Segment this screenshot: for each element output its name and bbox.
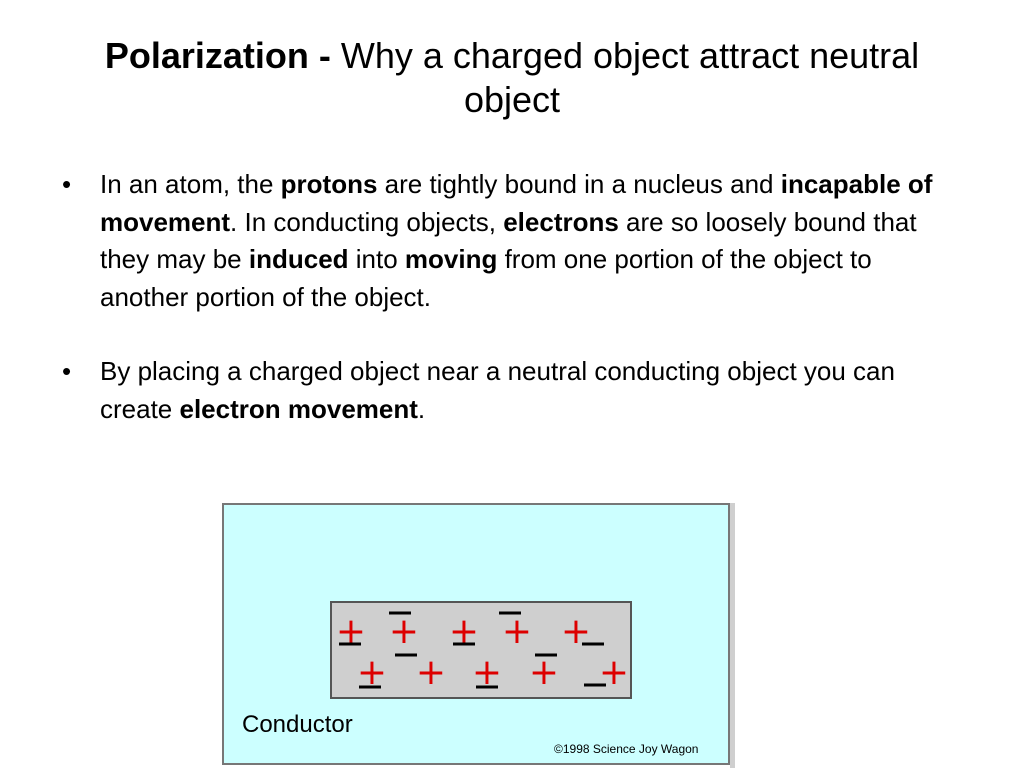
- proton-plus-icon: +: [471, 652, 503, 693]
- proton-plus-icon: +: [335, 611, 367, 652]
- figure-shadow: [730, 503, 735, 768]
- bullet-item: [60, 166, 960, 316]
- bullet-text-bold: electron movement: [179, 393, 418, 424]
- title-regular-part: Why a charged object attract neutral object: [330, 35, 920, 120]
- bullet-text-segment: . In conducting objects,: [230, 206, 504, 237]
- proton-plus-icon: +: [415, 652, 447, 693]
- proton-plus-icon: +: [448, 611, 480, 652]
- bullet-text-bold: electrons: [503, 206, 619, 237]
- bullet-item: [60, 353, 960, 428]
- bullet-text-segment: In an atom, the: [100, 169, 281, 199]
- proton-plus-icon: +: [388, 611, 420, 652]
- bullet-text-bold: protons: [280, 169, 378, 199]
- conductor-label: Conductor: [242, 711, 353, 738]
- proton-plus-icon: +: [528, 652, 560, 693]
- bullet-text-segment: from one portion of the object to another portion of the object.: [100, 244, 872, 312]
- bullet-dot: •: [62, 169, 72, 199]
- slide-title: [60, 34, 964, 122]
- conductor-figure: [222, 503, 730, 765]
- proton-plus-icon: +: [560, 611, 592, 652]
- title-bold-part: Polarization -: [104, 35, 331, 76]
- bullet-text-segment: By placing a charged object near a neutral conducting object you can create: [100, 356, 895, 424]
- bullet-text-bold: incapable of movement: [100, 169, 933, 237]
- proton-plus-icon: +: [501, 611, 533, 652]
- bullet-text-segment: into: [348, 244, 405, 274]
- bullet-text-bold: moving: [404, 244, 498, 274]
- bullet-list: [60, 166, 960, 465]
- bullet-text-segment: are so loosely bound that they may be: [100, 206, 917, 274]
- bullet-text-segment: .: [417, 393, 426, 424]
- bullet-text-segment: are tightly bound in a nucleus and: [377, 169, 781, 199]
- proton-plus-icon: +: [598, 652, 630, 693]
- bullet-dot: •: [62, 356, 72, 386]
- bullet-text-bold: induced: [248, 244, 349, 274]
- proton-plus-icon: +: [356, 652, 388, 693]
- copyright-notice: ©1998 Science Joy Wagon: [554, 742, 699, 756]
